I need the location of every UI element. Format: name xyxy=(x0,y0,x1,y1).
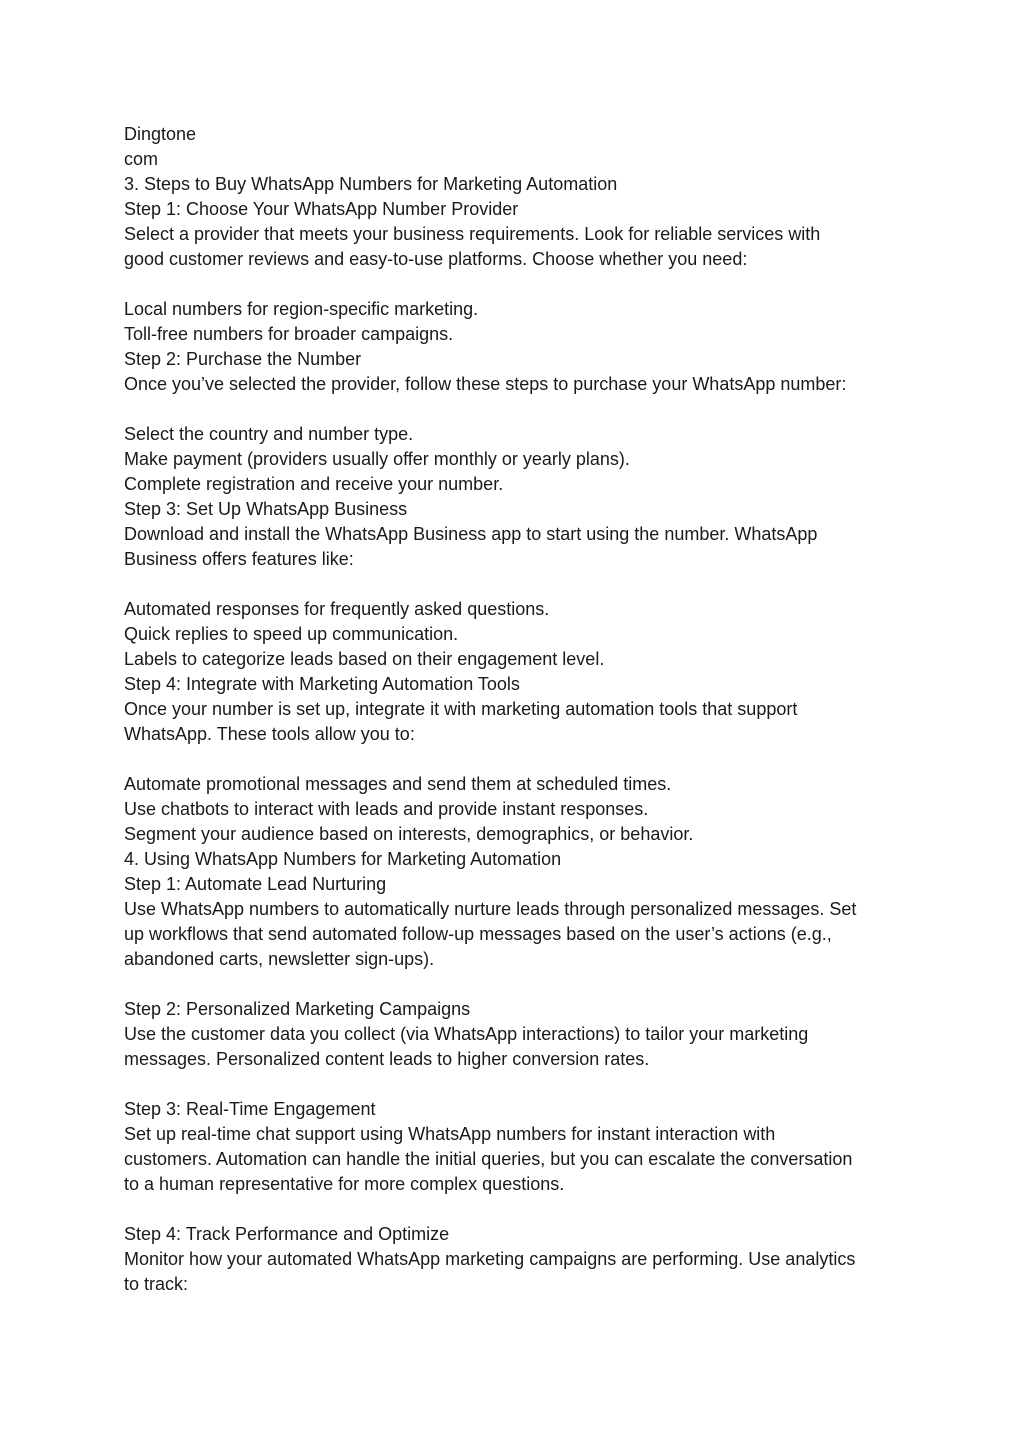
step-heading: Step 4: Track Performance and Optimize xyxy=(124,1224,450,1244)
blank-line xyxy=(124,1197,904,1222)
paragraph-line: Select a provider that meets your business requirements. Look for reliable services with xyxy=(124,224,821,244)
doc-line: com xyxy=(124,149,159,169)
list-item: Labels to categorize leads based on their engagement level. xyxy=(124,649,605,669)
paragraph-line: Use the customer data you collect (via WhatsApp interactions) to tailor your marketing xyxy=(124,1024,809,1044)
blank-line xyxy=(124,1072,904,1097)
list-item: Select the country and number type. xyxy=(124,424,414,444)
list-item: Segment your audience based on interests, demographics, or behavior. xyxy=(124,824,694,844)
list-item: Automated responses for frequently asked questions. xyxy=(124,599,550,619)
list-item: Toll-free numbers for broader campaigns. xyxy=(124,324,454,344)
section-heading: 3. Steps to Buy WhatsApp Numbers for Marketing Automation xyxy=(124,174,618,194)
paragraph-line: up workflows that send automated follow-up messages based on the user’s actions (e.g., xyxy=(124,924,832,944)
paragraph-line: to a human representative for more complex questions. xyxy=(124,1174,565,1194)
list-item: Make payment (providers usually offer monthly or yearly plans). xyxy=(124,449,630,469)
paragraph-line: customers. Automation can handle the initial queries, but you can escalate the conversation xyxy=(124,1149,853,1169)
paragraph-line: messages. Personalized content leads to higher conversion rates. xyxy=(124,1049,650,1069)
step-heading: Step 4: Integrate with Marketing Automation Tools xyxy=(124,674,520,694)
list-item: Automate promotional messages and send them at scheduled times. xyxy=(124,774,672,794)
blank-line xyxy=(124,972,904,997)
step-heading: Step 1: Automate Lead Nurturing xyxy=(124,874,387,894)
section-heading: 4. Using WhatsApp Numbers for Marketing Automation xyxy=(124,849,562,869)
document-page xyxy=(124,122,904,1297)
paragraph-line: abandoned carts, newsletter sign-ups). xyxy=(124,949,435,969)
paragraph-line: Business offers features like: xyxy=(124,549,354,569)
paragraph-line: WhatsApp. These tools allow you to: xyxy=(124,724,415,744)
paragraph-line: to track: xyxy=(124,1274,189,1294)
list-item: Complete registration and receive your number. xyxy=(124,474,504,494)
paragraph-line: Set up real-time chat support using WhatsApp numbers for instant interaction with xyxy=(124,1124,776,1144)
list-item: Local numbers for region-specific marketing. xyxy=(124,299,479,319)
paragraph-line: good customer reviews and easy-to-use platforms. Choose whether you need: xyxy=(124,249,748,269)
blank-line xyxy=(124,397,904,422)
list-item: Quick replies to speed up communication. xyxy=(124,624,459,644)
paragraph-line: Monitor how your automated WhatsApp marketing campaigns are performing. Use analytics xyxy=(124,1249,856,1269)
list-item: Use chatbots to interact with leads and provide instant responses. xyxy=(124,799,649,819)
paragraph-line: Once your number is set up, integrate it with marketing automation tools that support xyxy=(124,699,798,719)
step-heading: Step 3: Real-Time Engagement xyxy=(124,1099,376,1119)
step-heading: Step 2: Purchase the Number xyxy=(124,349,362,369)
paragraph-line: Download and install the WhatsApp Business app to start using the number. WhatsApp xyxy=(124,524,818,544)
step-heading: Step 1: Choose Your WhatsApp Number Provider xyxy=(124,199,519,219)
doc-line: Dingtone xyxy=(124,124,197,144)
paragraph-line: Once you’ve selected the provider, follow these steps to purchase your WhatsApp number: xyxy=(124,374,847,394)
step-heading: Step 2: Personalized Marketing Campaigns xyxy=(124,999,471,1019)
blank-line xyxy=(124,747,904,772)
paragraph-line: Use WhatsApp numbers to automatically nurture leads through personalized messages. Set xyxy=(124,899,857,919)
blank-line xyxy=(124,272,904,297)
step-heading: Step 3: Set Up WhatsApp Business xyxy=(124,499,408,519)
blank-line xyxy=(124,572,904,597)
